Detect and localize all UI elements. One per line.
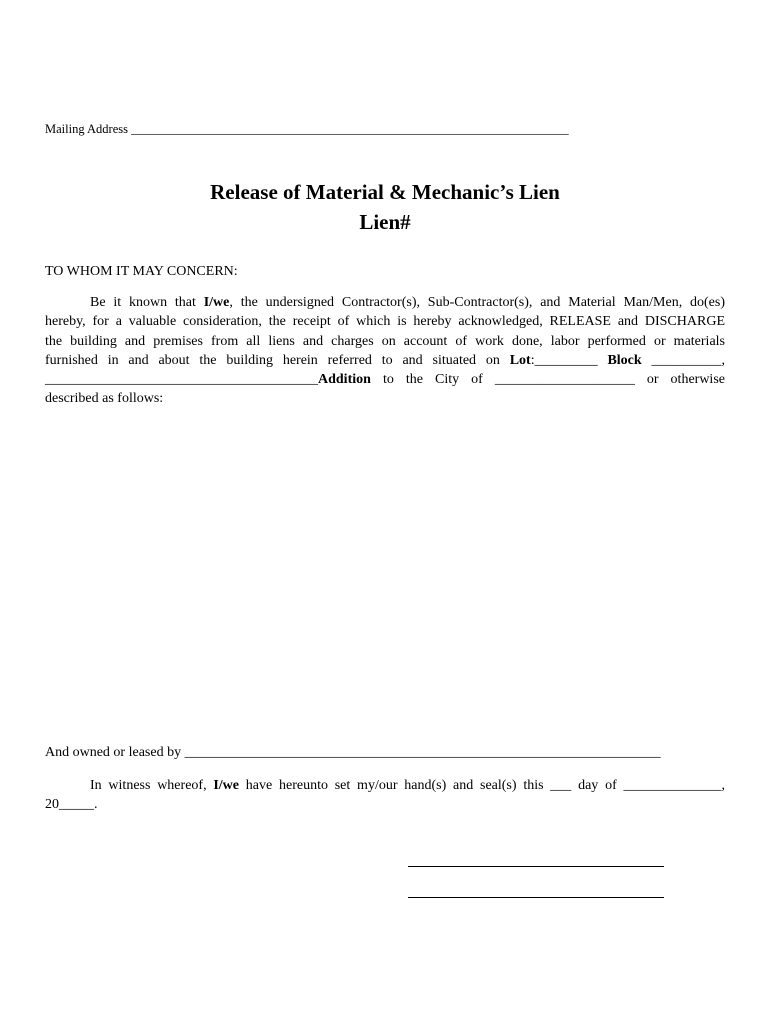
release-paragraph bbox=[45, 293, 725, 409]
block-blank: __________, bbox=[641, 352, 725, 368]
city-blank: to the City of ____________________ or otherwise bbox=[370, 372, 725, 388]
release-line-1 bbox=[45, 293, 725, 312]
signature-line bbox=[408, 866, 664, 867]
block-label: Block bbox=[607, 352, 642, 368]
release-line-4 bbox=[45, 351, 725, 370]
witness-line-1 bbox=[45, 776, 725, 795]
text-segment: In witness whereof, bbox=[90, 778, 214, 793]
lien-number-heading: Lien# bbox=[359, 210, 411, 234]
release-line-6: described as follows: bbox=[45, 391, 164, 407]
addition-label: Addition bbox=[318, 372, 371, 388]
iwe-bold: I/we bbox=[203, 295, 230, 310]
text-segment: , the undersigned Contractor(s), Sub-Contractor(s), and Material Man/Men, do(es) bbox=[229, 295, 725, 310]
text-segment: furnished in and about the building herein referred to and situated on bbox=[45, 352, 510, 368]
text-segment: Be it known that bbox=[90, 295, 204, 310]
iwe-bold: I/we bbox=[213, 778, 240, 793]
salutation: TO WHOM IT MAY CONCERN: bbox=[45, 264, 238, 279]
addition-blank: _______________________________________ bbox=[45, 372, 318, 388]
witness-paragraph bbox=[45, 776, 725, 815]
text-segment: have hereunto set my/our hand(s) and seal(s) this ___ day of ______________, bbox=[239, 778, 725, 793]
release-line-5 bbox=[45, 370, 725, 389]
signature-line bbox=[408, 897, 664, 898]
lot-blank: :_________ bbox=[530, 352, 608, 368]
witness-line-2: 20_____. bbox=[45, 797, 98, 813]
document-title: Release of Material & Mechanic’s Lien bbox=[210, 180, 560, 204]
release-line-3: the building and premises from all liens and charges on account of work done, labor performed or materials bbox=[45, 333, 725, 349]
mailing-address-line: Mailing Address ______________________________________________________________________ bbox=[45, 122, 569, 136]
lot-label: Lot bbox=[509, 352, 531, 368]
release-line-2: hereby, for a valuable consideration, the receipt of which is hereby acknowledged, RELEASE and DISCHARGE bbox=[45, 314, 725, 330]
owned-by-line: And owned or leased by ____________________________________________________________________ bbox=[45, 745, 661, 760]
